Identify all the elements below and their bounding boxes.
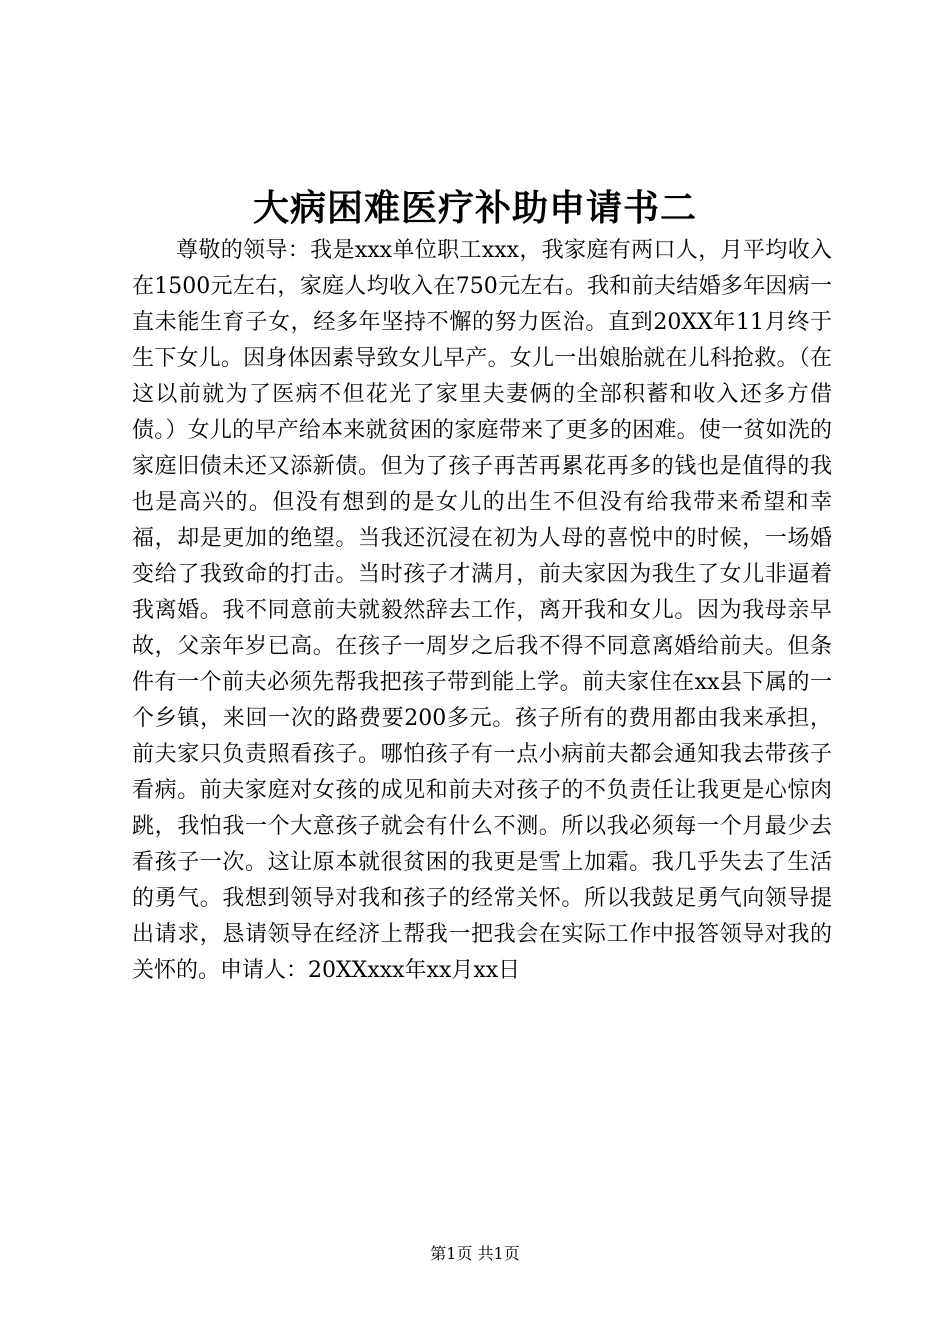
page-footer: 第1页 共1页 bbox=[430, 1244, 520, 1263]
document-body: 尊敬的领导：我是xxx单位职工xxx，我家庭有两口人，月平均收入在1500元左右，家庭人均收入在750元左右。我和前夫结婚多年因病一直未能生育子女，经多年坚持不懈的努力医治。直到20XX年11月终于生下女儿。因身体因素导致女儿早产。女儿一出娘胎就在儿科抢救。（在这以前就为了医病不但花光了家里夫妻俩的全部积蓄和收入还多方借债。）女儿的早产给本来就贫困的家庭带来了更多的困难。使一贫如洗的家庭旧债未还又添新债。但为了孩子再苦再累花再多的钱也是值得的我也是高兴的。但没有想到的是女儿的出生不但没有给我带来希望和幸福，却是更加的绝望。当我还沉浸在初为人母的喜悦中的时候，一场婚变给了我致命的打击。当时孩子才满月，前夫家因为我生了女儿非逼着我离婚。我不同意前夫就毅然辞去工作，离开我和女儿。因为我母亲早故，父亲年岁已高。在孩子一周岁之后我不得不同意离婚给前夫。但条件有一个前夫必须先帮我把孩子带到能上学。前夫家住在xx县下属的一个乡镇，来回一次的路费要200多元。孩子所有的费用都由我来承担，前夫家只负责照看孩子。哪怕孩子有一点小病前夫都会通知我去带孩子看病。前夫家庭对女孩的成见和前夫对孩子的不负责任让我更是心惊肉跳，我怕我一个大意孩子就会有什么不测。所以我必须每一个月最少去看孩子一次。这让原本就很贫困的我更是雪上加霜。我几乎失去了生活的勇气。我想到领导对我和孩子的经常关怀。所以我鼓足勇气向领导提出请求，恳请领导在经济上帮我一把我会在实际工作中报答领导对我的关怀的。申请人：20XXxxx年xx月xx日 bbox=[132, 238, 832, 983]
document-title: 大病困难医疗补助申请书二 bbox=[252, 187, 697, 229]
